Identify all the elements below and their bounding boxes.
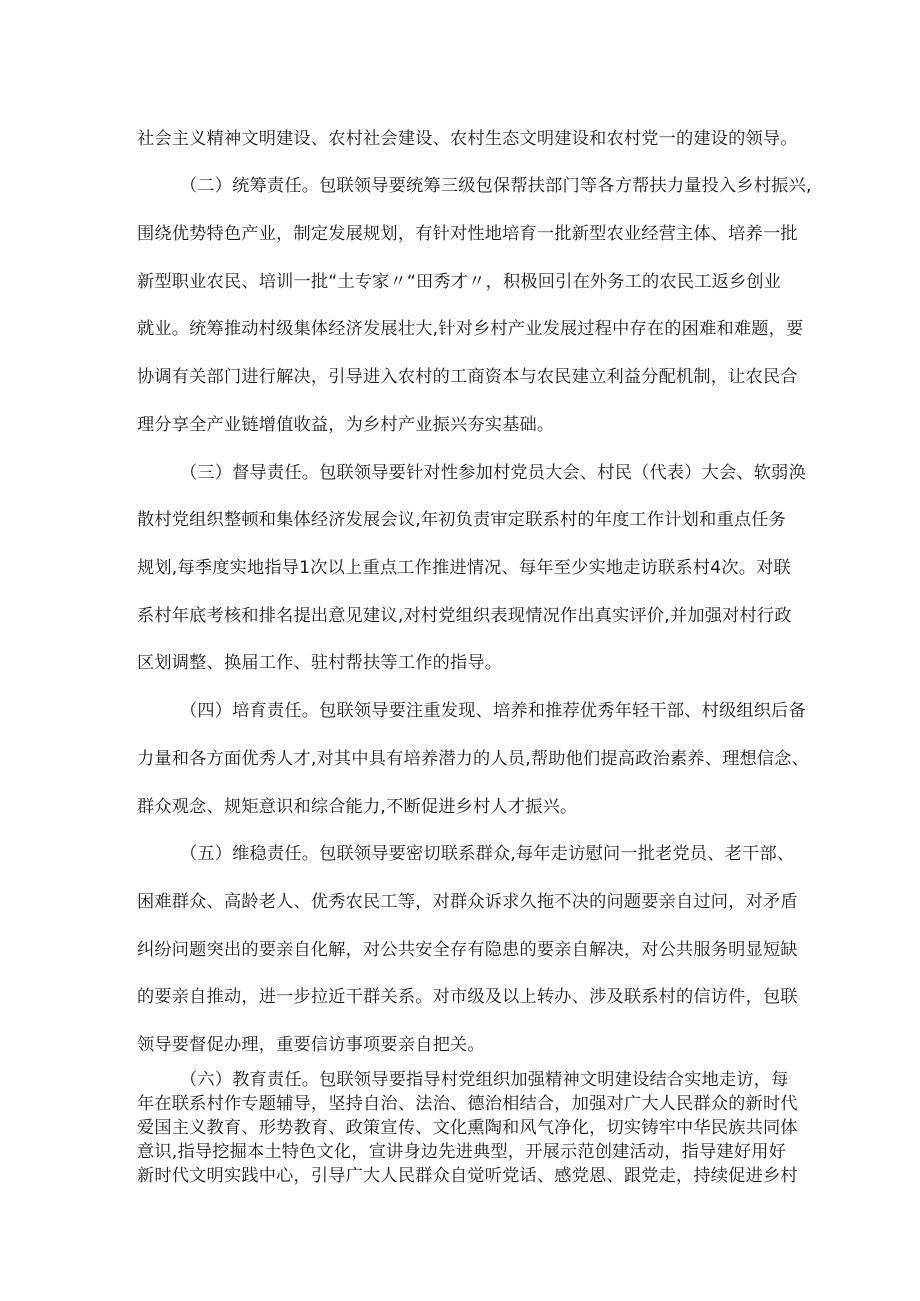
text-line: 社会主义精神文明建设、农村社会建设、农村生态文明建设和农村党一的建设的领导。 <box>137 129 798 149</box>
section-heading-line: （三）督导责任。包联领导要针对性参加村党员大会、村民（代表）大会、软弱涣 <box>180 463 806 483</box>
section-heading-line: （四）培育责任。包联领导要注重发现、培养和推荐优秀年轻干部、村级组织后备 <box>180 701 806 721</box>
text-line: 系村年底考核和排名提出意见建议,对村党组织表现情况作出真实评价,并加强对村行政 <box>137 606 792 626</box>
text-line: 爱国主义教育、形势教育、政策宣传、文化熏陶和风气净化，切实铸牢中华民族共同体 <box>137 1118 798 1138</box>
text-line: 领导要督促办理，重要信访事项要亲自把关。 <box>137 1035 485 1055</box>
section-heading-line: （五）维稳责任。包联领导要密切联系群众,每年走访慰问一批老党员、老干部、 <box>180 844 795 864</box>
text-line: 规划,每季度实地指导1次以上重点工作推进情况、每年至少实地走访联系村4次。对联 <box>137 558 791 578</box>
text-line: 新型职业农民、培训一批“土专家〃“田秀才〃，积极回引在外务工的农民工返乡创业 <box>137 272 782 292</box>
text-line: 区划调整、换届工作、驻村帮扶等工作的指导。 <box>137 653 503 673</box>
text-line: 困难群众、高龄老人、优秀农民工等，对群众诉求久拖不决的问题要亲自过问，对矛盾 <box>137 892 798 912</box>
text-line: 就业。统筹推动村级集体经济发展壮大,针对乡村产业发展过程中存在的困难和难题，要 <box>137 319 804 339</box>
section-heading-line: （二）统筹责任。包联领导要统筹三级包保帮扶部门等各方帮扶力量投入乡村振兴, <box>180 176 812 196</box>
text-line: 理分享全产业链增值收益，为乡村产业振兴夯实基础。 <box>137 415 555 435</box>
text-line: 力量和各方面优秀人才,对其中具有培养潜力的人员,帮助他们提高政治素养、理想信念、 <box>137 749 810 769</box>
section-heading-line: （六）教育责任。包联领导要指导村党组织加强精神文明建设结合实地走访，每 <box>180 1070 789 1090</box>
text-line: 散村党组织整顿和集体经济发展会议,年初负责审定联系村的年度工作计划和重点任务 <box>137 510 787 530</box>
text-line: 新时代文明实践中心，引导广大人民群众自觉听党话、感党恩、跟党走，持续促进乡村 <box>137 1166 798 1186</box>
text-line: 群众观念、规矩意识和综合能力,不断促进乡村人才振兴。 <box>137 797 578 817</box>
text-line: 的要亲自推动，进一步拉近干群关系。对市级及以上转办、涉及联系村的信访件，包联 <box>137 987 798 1007</box>
text-line: 协调有关部门进行解决，引导进入农村的工商资本与农民建立利益分配机制，让农民合 <box>137 367 798 387</box>
text-line: 年在联系村作专题辅导，坚持自治、法治、德治相结合，加强对广大人民群众的新时代 <box>137 1094 798 1114</box>
text-line: 意识,指导挖掘本土特色文化，宣讲身边先进典型，开展示范创建活动，指导建好用好 <box>137 1142 787 1162</box>
text-line: 纠纷问题突出的要亲自化解，对公共安全存有隐患的要亲自解决，对公共服务明显短缺 <box>137 940 798 960</box>
text-line: 围绕优势特色产业，制定发展规划，有针对性地培育一批新型农业经营主体、培养一批 <box>137 224 798 244</box>
